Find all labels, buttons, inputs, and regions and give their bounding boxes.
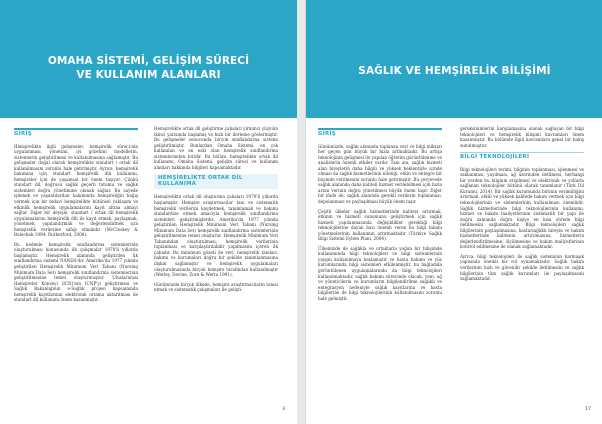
right-chapter-banner — [306, 0, 602, 118]
section-rule — [318, 128, 442, 130]
left-page-number: 3 — [282, 407, 285, 412]
paragraph: Ayrıca, bilgi teknolojileri ile sağlık sisteminin karmaşık yapısında önemli bir rol oynamaktadır. Sağlık bakım verilerinin hızlı ve güvenilir şekilde iletilmesini ve sağlık bilgilerinin tüm sağlık kurumları ile paylaşılmasını sağlamaktadır. — [460, 253, 584, 282]
left-column-1 — [14, 128, 138, 307]
left-chapter-banner — [0, 0, 297, 118]
section-heading-ortak-dil-box — [154, 174, 278, 189]
left-chapter-title — [0, 54, 297, 82]
paragraph: Çeşitli ülkeler sağlık hizmetlerinde kaliteyi artırmak, etkinin ve hizmeti sunumunu geliştirmek için sağlık hizmeti yapılanmasında değişiklikler gerektiği bilgi teknolojilerine dayalı bazı önemli veren bu bilgi tabanı yönetmelerinin kullanımın artırmaktadır (Türkiye Sağlık Bilgi Sistemi Eylem Planı, 2004). — [318, 208, 442, 242]
section-heading-bilgi-teknolojileri: BİLGİ TEKNOLOJİLERİ — [460, 154, 530, 161]
left-page — [0, 0, 298, 424]
left-chapter-title-line2: VE KULLANIM ALANLARI — [76, 69, 221, 81]
paragraph: gereksinimlerini karşılamasına olanak sağlayan bir bilgi teknolojileri ve hemşirelik bilişimi kavramları önem kazanmıştır. Bu bölümde ilgili kavramlara genel bir bakış sunulmuştur. — [460, 126, 584, 148]
section-heading-giris: GİRİŞ — [14, 131, 32, 137]
section-heading-giris: GİRİŞ — [318, 131, 336, 137]
left-column-2 — [154, 126, 278, 297]
paragraph: Günümüzde birçok ülkede, hemşire araştırmacıların tanısı etmek ve sistematik çalışmaları ile gelişti- — [154, 281, 278, 293]
left-chapter-title-line1: OMAHA SİSTEMİ, GELİŞİM SÜRECİ — [47, 55, 250, 67]
paragraph: Hemşirelikte ortak dil geliştirme çabaları yirminci yüzyılın ikinci yarısında başlamış ve hızlı bir ilerleme göstermiştir. Bu gelişmeler sonucunda birçok sınıflandırma sistemi geliştirilmiştir. Bunlardan Omaha Sistemi, en çok kullanılan ve en eski olan hemşirelik sınıflandırma sistemlerinden biridir. Bu bölüm, hemşirelikte ortak dil kullanımı, Omaha Sistemi, gelişim süreci ve kullanım alanları hakkında bilgileri kapsamaktadır. — [154, 126, 278, 170]
section-heading-ortak-dil-line2: KULLANIMA — [158, 180, 197, 187]
right-chapter-title: SAĞLIK VE HEMŞİRELİK BİLİŞİMİ — [358, 65, 551, 77]
section-rule — [14, 128, 138, 130]
paragraph: Hemşirelikte ilgili gelişmeler, hemşirelik süreci-nin uygulanması, yönetimi, iyi gözetimi modellerin, sistemlerin geliştirilmesi ve kullanılmasına sağlamıştır. Bu gelişmeler doğal olarak hemşirelikte standart / ortak dil kullanılmasını zorunlu hale getirmiştir. Ayrıca, hemşirelik bakımına için standart hemşirelik dili kullanımı, hemşireler için de yaşamsal bir önem taşıyor. Çünkü standart dil, doğrusu sağlık geçerli tutumu ve sağlık sistemleri doğru yönetimine olanak sağlar. Bu sayede işlemek ve yaşantılardan bakımında hemşireliğin bağış vermek için bir tedavi hemşirelikte bütünsel yaklaşım ve etkinlik hemşirelik uygulamalarını kayıt altına almayı sağlar. Diğer bir deyişle, standart / ortak dil hemşirelik uygulamalarını hemşirelik dili ile kayıt etmek, paylaşmak, yönetmek, yapılandırmak ve değerlendirmek için hemşirelik verilerine sahip olmalıdır (McCloskey & Bulechek,1994; Rutherford, 2008). — [14, 143, 138, 238]
paragraph: Hemşirelikte ortak dil oluşturma çabaları 1970'li yıllarda başlamıştır. Hemşire araştırmacılar tanı ve sistematik hemşirelik verilerini kaydetmek, tanımlamak ve bakımı standardize etmek amacıyla hemşirelik sınıflandırma sistemleri geliştirmişlerdir. Amerika'da 1977 yılında geliştirilen Hemşirelik Minimum Veri Tabanı (Nursing Minimum Data Set) hemşirelik sınıflandırma sistemlerinin geliştirilmesine temel oluşturur. Hemşirelik Minimum Veri Tabanından oluşturulması, hemşirelik verilerinin toplanması ve karşılaştırılabilir yapılmasını içeren ilk çabadır. Bu minimum gözeti de veri, hemşirelik tanıları, bakımı ve korumaları doğru bir şekilde tanımlanmasına ilişkin sağlamıştır ve hemşirelik uygulamaları oluşturulmasında birçok hemşire tarafından kullanılmıştır (Werley, Devine, Zorn & Werta 1991). — [154, 194, 278, 278]
right-page-number: 17 — [585, 407, 591, 412]
right-page — [305, 0, 602, 424]
paragraph: Bilgi teknolojileri terimi, bilginin toplanması, işlenmesi ve saklanması, yayılması, ağ üzerinden iletilmesi, herhangi bir yerden bu bilginin erişilmesi ve elektronik ve yollarla sağlanan teknolojiler bütünü olarak tanımlanır (Türk Dil Kurumu, 2014). Bir sağlık kurumunda birimin verimliliğini artırmak, etkili ve yüksek kalitede bakım vermek için bilgi teknolojilerinin ve sistemlerinin kullanılması önemlidir. Sağlık hizmetlerinde bilgi teknolojilerinin kullanımı, hizmet ve bakım faaliyetlerinin sistematik bir yapı ile doğru zamanda doğru kişiye en kısa sürede bilgi iletilmesini sağlamaktadır. Bilgi teknolojileri sağlık bilgilerinin paylaşılmasına, hasta/sağlıklı bireyin ve bakım hizmetlerinde kalitenin artırılmasına, hizmetlerin değerlendirilmesine, ölçülmesine ve bakım maliyetlerinin kontrol edilmesine de olanak sağlamaktadır. — [460, 166, 584, 250]
section-heading-ortak-dil-line1: HEMŞİRELİKTE ORTAK DİL — [158, 175, 243, 182]
paragraph: Günümüzde, sağlık alanında toplanan veri ve bilgi miktarı her geçen gün büyük bir hızla artmaktadır. Bu artışa teknolojinin gelişmesi ile yapılan öğretim görüntülenme ve analizlerin önemli etkiler vardır. Tanı anı, sağlık hizmeti alan bireylerin daha bilgili ve yüksek beklentiyle içinde olması da sağlık hizmetlerinin niteliği, etkin ve entegre bir biçimde verilmesini zorunlu hale getirmiştir. Bu çerçevede sağlık alanında daha kaliteli hizmet verilebilmesi için hızla artan verinin doğru yönetilmesi büyük önem taşır. Diğer bir ifade ile, sağlık alanında gerekli verilerin toplanması, depolanması ve paylaşılması büyük önem taşır. — [318, 143, 442, 205]
spine-gutter — [297, 0, 305, 424]
paragraph: Bu nedenle hemşirelik sınıflandırma sistemlerinin oluşturulması konusunda ilk çalışmalar 1970'li yıllarda başlamıştır. Hemşirelik alanında geliştirilen ilk sınıflandırma sistemi NANDA'dır. Amerika'da 1977 yılında geliştirilen Hemşirelik Minimum Veri Tabanı (Nursing Minimum Data Set) hemşirelik sınıflandırma sistemlerinin geliştirilmesine temel oluşturmuştur. Uluslararası Hemşireler Konseyi (ICN)'nin ICNP'yi geliştirmesi ve Sağlık Bakanlığının e-Sağlık projesi kapsamında hemşirelik kayıtlarının elektronik ortama aktarılması ile standart dil kullanımı önem kazanmıştır. — [14, 241, 138, 303]
right-column-2 — [460, 126, 584, 286]
paragraph: Ülkemizde de sağlıkla ve ortaklarla yoğun bir bilişimde kullanımında bilgi teknolojileri ve bilgi sistemlerinin yaygın kullanılmaya başlamıştır ve hasta bakımı ve yüz kurumlarında bilgi sistemleri etkilenmiştir, bu bağlamda görüntülenen uygulamalarında da bilgi teknolojileri kullanılmaktadır, sağlık bakımı sürecinde olacak, yeni, ağ ve yöneticilerin ve kurumların bilgilendirilme sağlıklı ve entegrasyon nedeniyle sağlık kayıtlarına ve hasta bilgilerine de bilgi teknolojilerinin kullanılmasını zorunlu hale gelmiştir. — [318, 245, 442, 301]
right-column-1 — [318, 128, 442, 305]
